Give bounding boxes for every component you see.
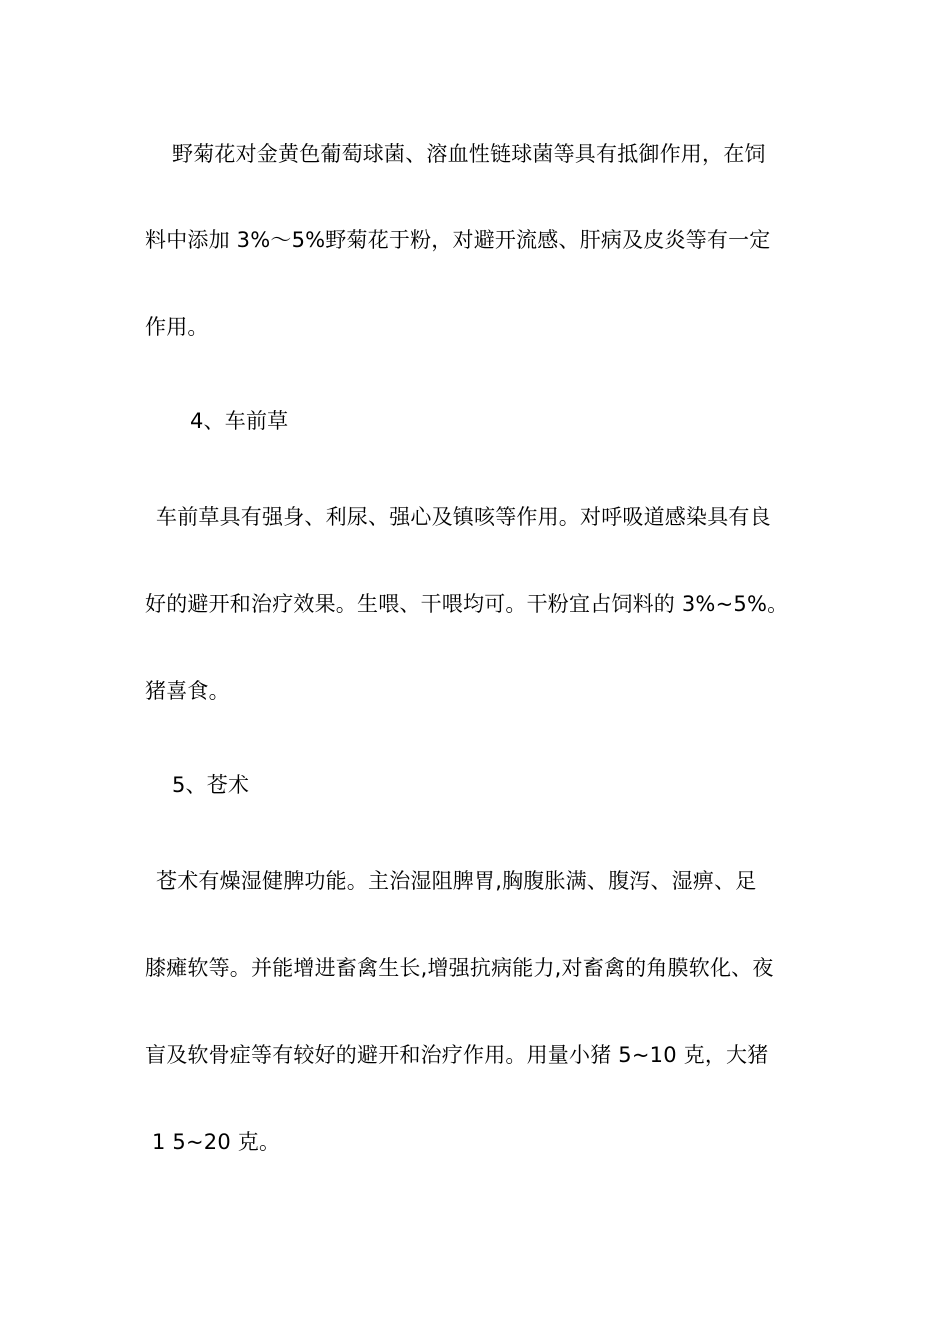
paragraph-line-2: 料中添加 3%～5%野菊花于粉，对避开流感、肝病及皮炎等有一定	[145, 228, 771, 252]
section-heading-5: 5、苍术	[172, 773, 250, 797]
paragraph-line-7: 苍术有燥湿健脾功能。主治湿阻脾胃,胸腹胀满、腹泻、湿痹、足	[156, 869, 757, 893]
paragraph-line-1: 野菊花对金黄色葡萄球菌、溶血性链球菌等具有抵御作用，在饲	[172, 142, 766, 166]
paragraph-line-3: 作用。	[145, 315, 209, 339]
paragraph-line-4: 车前草具有强身、利尿、强心及镇咳等作用。对呼吸道感染具有良	[156, 505, 771, 529]
paragraph-line-8: 膝瘫软等。并能增进畜禽生长,增强抗病能力,对畜禽的角膜软化、夜	[145, 956, 774, 980]
section-heading-4: 4、车前草	[190, 409, 289, 433]
paragraph-line-9: 盲及软骨症等有较好的避开和治疗作用。用量小猪 5~10 克，大猪	[145, 1043, 769, 1067]
paragraph-line-5: 好的避开和治疗效果。生喂、干喂均可。干粉宜占饲料的 3%~5%。	[145, 592, 789, 616]
paragraph-line-6: 猪喜食。	[145, 679, 230, 703]
paragraph-line-10: 1 5~20 克。	[152, 1130, 281, 1154]
